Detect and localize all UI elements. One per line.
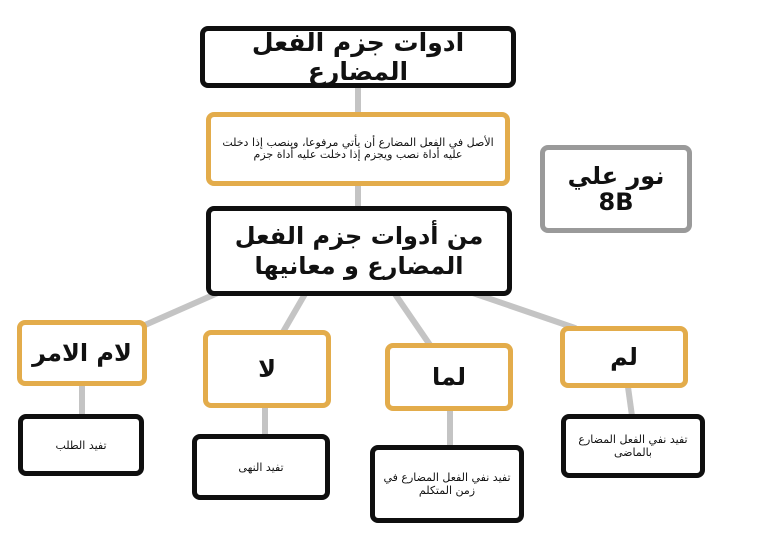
meaning-box-lam-alamr [18,414,144,476]
meaning-text-lamma: تفيد نفي الفعل المضارع في زمن المتكلم [383,471,511,497]
author-class: 8B [598,188,634,216]
connector-center-lam-alamr [145,292,220,325]
intro-note-text: الأصل في الفعل المضارع أن يأتي مرفوعا، وينصب إذا دخلت عليه أداة نصب ويجزم إذا دخلت عليه أداة جزم [222,136,494,161]
tool-box-lam-alamr [17,320,147,386]
tool-label-lam: لم [610,343,638,371]
connector-center-la [283,294,305,332]
tool-label-la: لا [258,355,276,383]
connector-center-lam [470,292,575,328]
meaning-text-la: تفيد النهى [238,460,284,474]
diagram-title-text: ادوات جزم الفعل المضارع [251,28,465,86]
meaning-box-lam [561,414,705,478]
tool-box-la [203,330,331,408]
tool-box-lam [560,326,688,388]
meaning-box-la [192,434,330,500]
central-topic-box [206,206,512,296]
tool-box-lamma [385,343,513,411]
tool-label-lam-alamr: لام الامر [32,339,132,367]
meaning-text-lam: تفيد نفي الفعل المضارع بالماضى [578,433,688,459]
central-topic-line2: المضارع و معانيها [254,252,464,280]
meaning-text-lam-alamr: تفيد الطلب [55,438,107,452]
connector-center-lamma [395,294,430,345]
author-box [540,145,692,233]
connector-lam-meaning [628,387,632,416]
tool-label-lamma: لما [431,363,467,391]
intro-note-box [206,112,510,186]
author-name: نور علي [567,162,665,190]
meaning-box-lamma [370,445,524,523]
diagram-title [200,26,516,88]
central-topic-line1: من أدوات جزم الفعل [234,222,484,250]
